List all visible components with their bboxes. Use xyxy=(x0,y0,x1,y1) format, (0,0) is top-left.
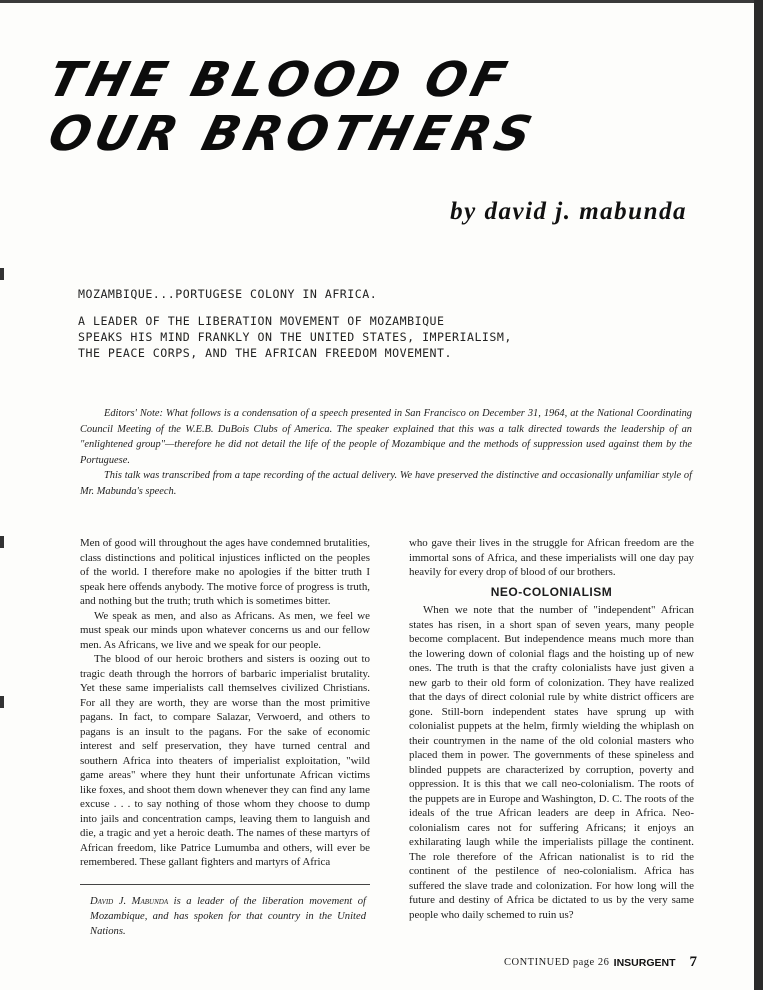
body-paragraph: When we note that the number of "independent" African states has risen, in a short span of seven years, many people become complacent. But independence means much more than the lowering down of colonial flags and the hoisting up of new ones. The truth is that the crafty colonialists have just given a new garb to their old form of colonization. They have realized that the days of direct colonial rule by white district officers are gone. Still-born independent states have sprung up with colonialist puppets at the helm, firmly wielding the whiplash on their countrymen in the name of the old colonial masters who placed them in power. The governments of these spineless and blinded puppets are characterized by corruption, poverty and oppression. It is this that we call neo-colonialism. The roots of the puppets are in Europe and Washington, D. C. The roots of the ideals of the true African leaders are deep in Africa. Neo-colonialism cares not for suffering Africans; it enjoys an exhilarating laugh while the imperialists pillage the continent. The role therefore of the African nationalist is to rid the continent of the pestilence of neo-colonialism. Africa has suffered the slave trade and colonization. For how long will the future and destiny of Africa be dictated to us by the very same people who daily schemed to ruin us? xyxy=(409,604,694,921)
byline: by david j. mabunda xyxy=(450,198,687,225)
body-paragraph: The blood of our heroic brothers and sisters is oozing out to tragic death through the horrors of barbaric imperialist brutality. Yet these same imperialists call themselves civilized Christians. For all they are worth, they are worse than the most primitive pagans. In fact, to compare Salazar, Verwoerd, and others to pagans is an insult to the pagans. For the sake of economic interest and self preservation, they have turned central and southern Africa into theaters of imperialist exploitation, "wild game areas" where they hunt their unfortunate African victims like foxes, and shoot them down whenever they can find any lame excuse . . . to say nothing of those whom they choose to dump into jails and concentration camps, leaving them to languish and die, a tragic and yet a heroic death. The names of these martyrs of African freedom, like Patrice Lumumba and others, will ever be remembered. These gallant fighters and martyrs of Africa xyxy=(80,653,370,868)
page-footer xyxy=(614,954,697,971)
body-paragraph: who gave their lives in the struggle for African freedom are the immortal sons of Africa, and these imperialists will one day pay heavily for every drop of blood of our brothers. xyxy=(409,537,694,578)
page-number: 7 xyxy=(689,954,697,970)
continued-label: CONTINUED xyxy=(504,957,570,968)
margin-mark xyxy=(0,268,4,280)
editors-note-paragraph: This talk was transcribed from a tape recording of the actual delivery. We have preserved the distinctive and occasionally unfamiliar style of Mr. Mabunda's speech. xyxy=(80,470,692,497)
kicker-line: A LEADER OF THE LIBERATION MOVEMENT OF MOZAMBIQUE xyxy=(78,314,445,328)
kicker-line: SPEAKS HIS MIND FRANKLY ON THE UNITED STATES, IMPERIALISM, xyxy=(78,330,512,344)
author-name: David J. Mabunda xyxy=(90,896,169,907)
kicker-line: MOZAMBIQUE...PORTUGESE COLONY IN AFRICA. xyxy=(78,287,378,301)
bio-divider xyxy=(80,884,370,885)
article-title-line-2: OUR BROTHERS xyxy=(43,106,543,162)
kicker-headline xyxy=(78,286,377,302)
kicker-deck xyxy=(78,313,512,361)
author-bio-text: is a leader of the liberation movement of Mozambique, and has spoken for that country in the United Nations. xyxy=(90,896,366,937)
margin-mark xyxy=(0,536,4,548)
margin-mark xyxy=(0,696,4,708)
section-heading: NEO-COLONIALISM xyxy=(490,584,613,599)
article-title-line-1: THE BLOOD OF xyxy=(43,52,517,108)
body-paragraph: We speak as men, and also as Africans. As men, we feel we must speak our minds upon whatever concerns us and our fellow men. As Africans, we live and we speak for our people. xyxy=(80,609,370,651)
magazine-name: INSURGENT xyxy=(613,957,676,969)
editors-note xyxy=(80,406,692,500)
left-column xyxy=(80,536,370,870)
kicker-line: THE PEACE CORPS, AND THE AFRICAN FREEDOM MOVEMENT. xyxy=(78,346,453,360)
page-top-edge xyxy=(0,0,763,3)
body-paragraph: Men of good will throughout the ages have condemned brutalities, class distinctions and political injustices inflicted on the peoples of the world. I therefore make no apologies if the bitter truth I speak here offends anybody. The motive force of progress is truth, and nothing but the truth; truth which is sometimes bitter. xyxy=(80,537,370,607)
author-bio xyxy=(90,894,366,939)
continued-page: page 26 xyxy=(569,957,610,968)
continued-note xyxy=(504,957,609,968)
page-right-edge xyxy=(754,0,763,990)
editors-note-paragraph: Editors' Note: What follows is a condensation of a speech presented in San Francisco on December 31, 1964, at the National Coordinating Council Meeting of the W.E.B. DuBois Clubs of America. The speaker explained that this was a talk directed towards the leadership of an "enlightened group"—therefore he did not detail the life of the people of Mozambique and the methods of suppression used against them by the Portuguese. xyxy=(80,408,692,466)
right-column xyxy=(409,536,694,922)
